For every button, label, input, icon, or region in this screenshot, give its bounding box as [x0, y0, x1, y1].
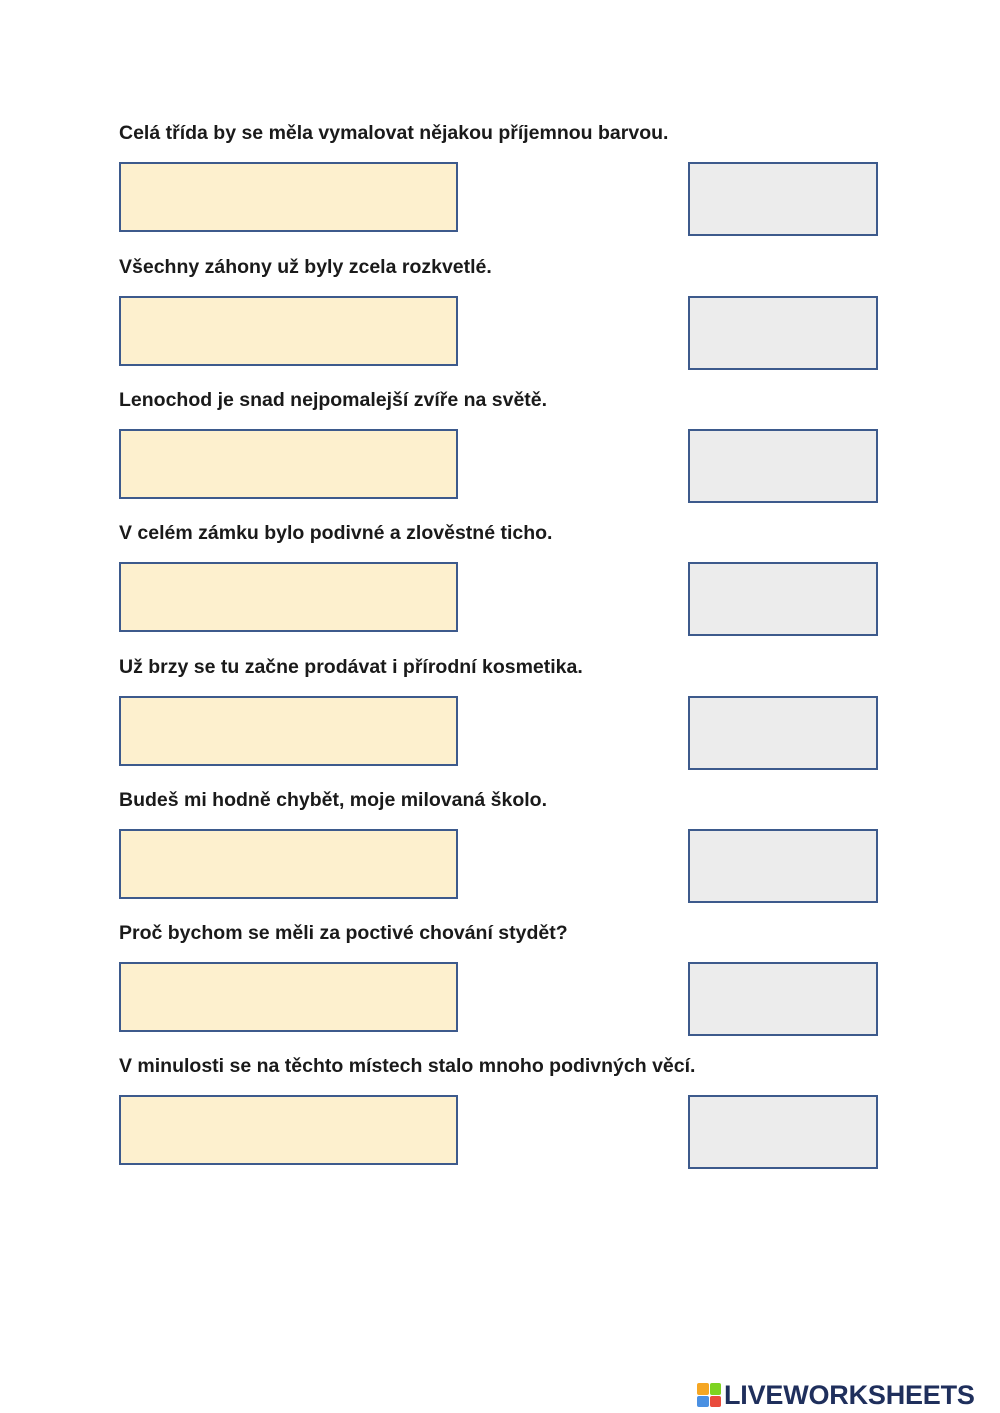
drop-target-box[interactable]	[688, 962, 878, 1036]
drop-target-box[interactable]	[688, 696, 878, 770]
liveworksheets-logo	[697, 1378, 975, 1412]
answer-input-box[interactable]	[119, 696, 458, 766]
question-8	[0, 1053, 1000, 1186]
answer-input-box[interactable]	[119, 429, 458, 499]
drop-target-box[interactable]	[688, 1095, 878, 1169]
question-7	[0, 920, 1000, 1053]
answer-input-box[interactable]	[119, 562, 458, 632]
question-6	[0, 787, 1000, 920]
drop-target-box[interactable]	[688, 562, 878, 636]
question-2	[0, 254, 1000, 387]
sentence-text: V minulosti se na těchto místech stalo mnoho podivných věcí.	[119, 1055, 696, 1077]
drop-target-box[interactable]	[688, 429, 878, 503]
liveworksheets-logo-text: LIVEWORKSHEETS	[724, 1380, 975, 1410]
sentence-text: Lenochod je snad nejpomalejší zvíře na světě.	[119, 389, 548, 411]
drop-target-box[interactable]	[688, 296, 878, 370]
answer-input-box[interactable]	[119, 829, 458, 899]
question-5	[0, 654, 1000, 787]
drop-target-box[interactable]	[688, 829, 878, 903]
liveworksheets-logo-icon	[697, 1383, 721, 1407]
sentence-text: Celá třída by se měla vymalovat nějakou příjemnou barvou.	[119, 122, 669, 144]
sentence-text: V celém zámku bylo podivné a zlověstné ticho.	[119, 522, 553, 544]
answer-input-box[interactable]	[119, 962, 458, 1032]
drop-target-box[interactable]	[688, 162, 878, 236]
answer-input-box[interactable]	[119, 162, 458, 232]
question-4	[0, 520, 1000, 653]
sentence-text: Proč bychom se měli za poctivé chování stydět?	[119, 922, 568, 944]
answer-input-box[interactable]	[119, 296, 458, 366]
sentence-text: Všechny záhony už byly zcela rozkvetlé.	[119, 256, 492, 278]
question-3	[0, 387, 1000, 520]
sentence-text: Už brzy se tu začne prodávat i přírodní kosmetika.	[119, 656, 583, 678]
sentence-text: Budeš mi hodně chybět, moje milovaná školo.	[119, 789, 548, 811]
answer-input-box[interactable]	[119, 1095, 458, 1165]
question-1	[0, 120, 1000, 253]
